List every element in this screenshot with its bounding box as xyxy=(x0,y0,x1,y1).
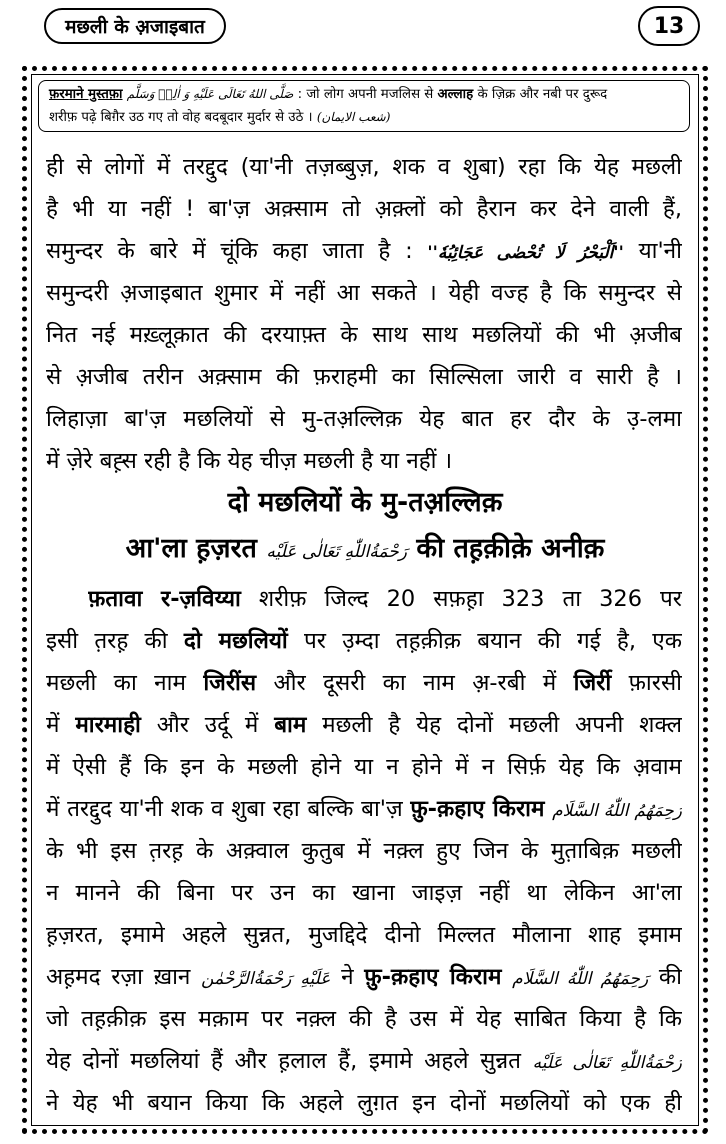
text-segment: और उर्दू में xyxy=(156,712,259,738)
text-segment: अह़मद रज़ा ख़ान xyxy=(46,964,191,990)
section-heading-2 xyxy=(40,528,690,565)
text-segment: येह दोनों मछलियां हैं और ह़लाल हैं, इमामे अहले सुन्नत xyxy=(46,1048,521,1074)
text-line: है भी या नहीं ! बा'ज़ अक़्साम तो अ़क़्लों को हैरान कर देने वाली हैं, xyxy=(46,196,682,222)
text-segment: पर उ़म्दा तह़क़ीक़ बयान की गई है, एक xyxy=(304,628,682,654)
text-line: में ऐसी हैं कि इन के मछली होने या न होने में न सिर्फ़ येह कि अ़वाम xyxy=(46,754,682,780)
heading-text-b: की तह़क़ीक़े अनीक़ xyxy=(416,533,605,564)
text-segment: फ़ारसी xyxy=(628,670,682,696)
text-segment: शरीफ़ जिल्द 20 सफ़ह़ा 323 ता 326 पर xyxy=(258,586,682,612)
bold-term: मारमाही xyxy=(75,712,141,738)
arabic-honorific: رَحِمَهُمُ اللّٰهُ السَّلَام xyxy=(552,801,682,821)
text-segment: मछली है येह दोनों मछली अपनी शक्ल xyxy=(322,712,682,738)
quote-text-a: : जो लोग अपनी मजलिस से xyxy=(297,87,434,102)
arabic-honorific: رَحِمَهُمُ اللّٰهُ السَّلَام xyxy=(512,969,649,989)
text-line: लिहाज़ा बा'ज़ मछलियों से मु-तअ़ल्लिक़ येह बात हर दौर के उ़-लमा xyxy=(46,406,682,432)
book-name: फ़तावा र-ज़विय्या xyxy=(88,586,241,612)
text-segment: में तरद्दुद या'नी शक व शुबा रहा बल्कि बा'ज़ xyxy=(46,796,403,822)
text-segment: ने xyxy=(341,964,354,990)
text-line: से अ़जीब तरीन अक़्साम की फ़राहमी का सिल्सिला जारी व सारी है । xyxy=(46,364,682,390)
quote-box xyxy=(38,80,690,132)
bold-term: फ़ु-क़हाए किराम xyxy=(410,796,545,822)
quote-allah: अल्लाह xyxy=(437,87,474,102)
heading-text-a: आ'ला ह़ज़रत xyxy=(125,533,257,564)
text-line xyxy=(88,582,682,616)
text-line xyxy=(46,960,682,994)
text-line: ही से लोगों में तरद्दुद (या'नी तज़ब्बुज़, शक व शुबा) रहा कि येह मछली xyxy=(46,154,682,180)
quote-line-2 xyxy=(49,106,681,129)
page-number: 13 xyxy=(638,6,700,46)
text-line xyxy=(46,624,682,658)
quote-label: फ़रमाने मुस्तफ़ा xyxy=(49,87,123,102)
text-line: ने येह भी बयान किया कि अहले लुग़त इन दोनों मछलियों को एक ही xyxy=(46,1090,682,1116)
text-segment: या'नी xyxy=(638,238,682,264)
quote-text-2: शरीफ़ पढ़े बिग़ैर उठ गए तो वोह बदबूदार मुर्दार से उठे । xyxy=(49,110,313,125)
text-line: नित नई मख़्लूक़ात की दरयाफ़्त के साथ साथ मछलियों की भी अ़जीब xyxy=(46,322,682,348)
text-segment: समुन्दर के बारे में चूंकि कहा जाता है : xyxy=(46,238,413,264)
text-line: के भी इस त़रह़ के अक़्वाल कुतुब में नक़्ल हुए जिन के मुत़ाबिक़ मछली xyxy=(46,838,682,864)
arabic-quote: ''اَلْبَحْرُ لَا تُحْصٰى عَجَائِبُهٗ'' xyxy=(427,243,624,263)
quote-text-b: के ज़िक्र और नबी पर दुरूद xyxy=(477,87,608,102)
text-line xyxy=(46,1044,682,1078)
text-line xyxy=(46,792,682,826)
text-segment: की xyxy=(658,964,682,990)
arabic-honorific: عَلَیْهِ رَحْمَةُالرَّحْمٰن xyxy=(201,969,331,989)
text-line xyxy=(46,708,682,742)
bold-term: फ़ु-क़हाए किराम xyxy=(364,964,502,990)
arabic-honorific: رَحْمَةُاللّٰهِ تَعَالٰی عَلَیْه xyxy=(532,1053,682,1073)
quote-honorific: صَلَّى اللهُ تَعَالَى عَلَيْهِ وَ اٰلِهٖ وَسَلَّم xyxy=(126,87,294,101)
text-segment: मछली का नाम xyxy=(46,670,186,696)
quote-source: (شعب الایمان) xyxy=(316,110,391,124)
bold-term: जिरींस xyxy=(203,670,257,696)
text-line xyxy=(46,234,682,268)
section-heading-1: दो मछलियों के मु-तअ़ल्लिक़ xyxy=(227,487,503,518)
text-line: में ज़ेरे बह़्स रही है कि येह चीज़ मछली है या नहीं । xyxy=(46,448,453,474)
text-segment: इसी त़रह़ की xyxy=(46,628,168,654)
text-segment: में xyxy=(46,712,60,738)
bold-term: बाम xyxy=(274,712,307,738)
bold-term: दो मछलियों xyxy=(183,628,288,654)
text-line xyxy=(46,666,682,700)
bold-term: जिर्री xyxy=(573,670,612,696)
book-title: मछली के अ़जाइबात xyxy=(44,8,226,44)
text-segment: और दूसरी का नाम अ़-रबी में xyxy=(273,670,557,696)
text-line: ह़ज़रत, इमामे अहले सुन्नत, मुजद्दिदे दीनो मिल्लत मौलाना शाह इमाम xyxy=(46,922,682,948)
quote-line-1 xyxy=(49,83,681,106)
text-line: न मानने की बिना पर उन का खाना जाइज़ नहीं था लेकिन आ'ला xyxy=(46,880,682,906)
text-line: जो तह़क़ीक़ इस मक़ाम पर नक़्ल की है उस में येह साबित किया है कि xyxy=(46,1006,682,1032)
text-line: समुन्दरी अ़जाइबात शुमार में नहीं आ सकते । येही वज्ह है कि समुन्दर से xyxy=(46,280,682,306)
heading-arabic: رَحْمَةُاللّٰهِ تَعَالٰی عَلَیْه xyxy=(266,542,407,562)
